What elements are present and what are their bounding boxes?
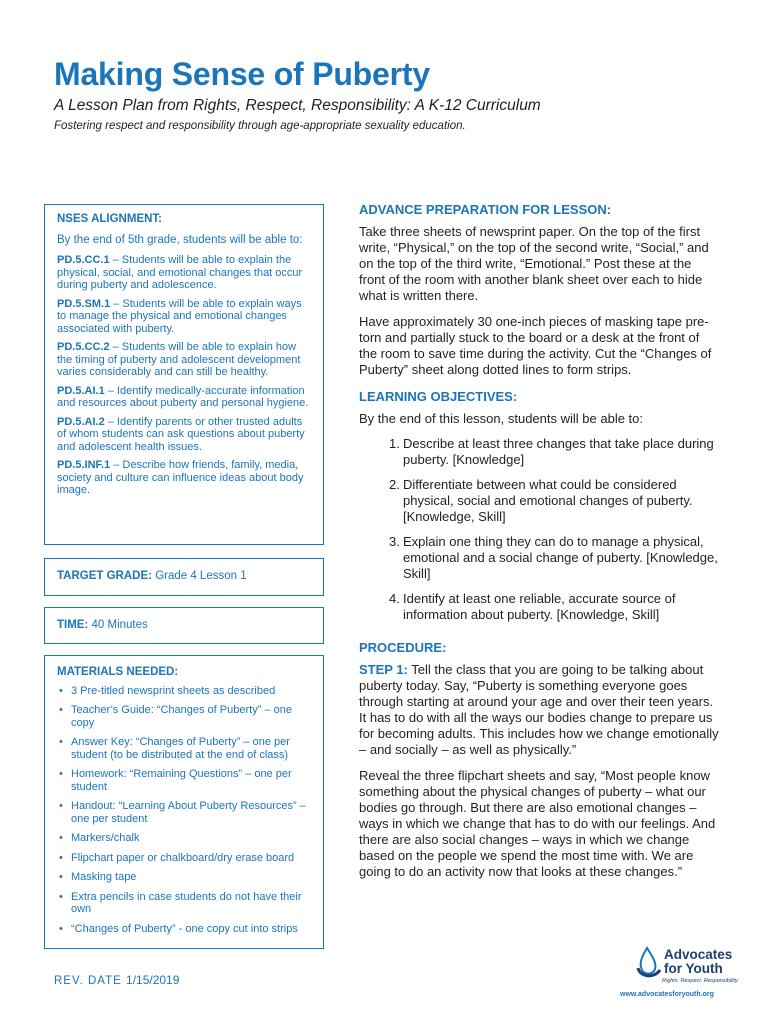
nses-label: NSES ALIGNMENT: (57, 213, 162, 225)
logo-text (664, 948, 732, 976)
objective-text: Describe at least three changes that take place during puberty. [Knowledge] (403, 436, 714, 467)
target-grade-value: Grade 4 Lesson 1 (155, 570, 247, 582)
rev-date-value: 1/15/2019 (126, 973, 180, 987)
materials-label: MATERIALS NEEDED: (57, 666, 179, 678)
step-1-label: STEP 1: (359, 662, 408, 677)
standard-code: PD.5.CC.2 (57, 341, 110, 353)
standard-text: – Identify medically-accurate information and resources about puberty and personal hygiene. (57, 384, 309, 409)
objective-item (359, 534, 719, 582)
nses-alignment-box (44, 204, 324, 545)
time-value: 40 Minutes (91, 619, 148, 631)
advance-prep-heading: ADVANCE PREPARATION FOR LESSON: (359, 202, 612, 217)
materials-list (57, 685, 311, 936)
objective-text: Differentiate between what could be considered physical, social and emotional changes of puberty. [Knowledge, Skill] (403, 477, 693, 524)
standard-code: PD.5.CC.1 (57, 254, 110, 266)
procedure-section (359, 640, 719, 890)
material-item: • Homework: “Remaining Questions” – one per student (57, 768, 311, 793)
objective-item (359, 477, 719, 525)
objective-number: 2. (389, 477, 400, 492)
objectives-heading: LEARNING OBJECTIVES: (359, 389, 518, 404)
nses-standard (57, 416, 311, 454)
standard-text: – Describe how friends, family, media, society and culture can influence ideas about body image. (57, 459, 304, 496)
material-item: • Handout: “Learning About Puberty Resources” – one per student (57, 800, 311, 825)
material-item: • Extra pencils in case students do not have their own (57, 891, 311, 916)
advance-prep-paragraph: Have approximately 30 one-inch pieces of masking tape pre-torn and partially stuck to the board or a desk at the front of the room to save time during the activity. Cut the “Changes of Puberty” sheet along dotted lines to form strips. (359, 314, 712, 377)
logo-line-2: for Youth (664, 961, 723, 976)
objectives-list (359, 436, 719, 623)
advocates-for-youth-logo (620, 946, 742, 1006)
material-item: • Teacher’s Guide: “Changes of Puberty” – one copy (57, 704, 311, 729)
objective-item (359, 591, 719, 623)
nses-standard (57, 459, 311, 497)
standard-text: – Students will be able to explain ways to manage the physical and emotional changes associated with puberty. (57, 297, 302, 335)
objective-number: 1. (389, 436, 400, 451)
standard-text: – Students will be able to explain the physical, social, and emotional changes that occur during puberty and adolescence. (57, 254, 303, 291)
time-label: TIME: (57, 619, 89, 631)
standard-code: PD.5.AI.1 (57, 384, 105, 397)
material-item: • Masking tape (57, 871, 311, 884)
objective-item (359, 436, 719, 468)
website-link[interactable]: www.advocatesforyouth.org (620, 991, 714, 998)
procedure-paragraph: Reveal the three flipchart sheets and say, “Most people know something about the physical changes of puberty – what our bodies go through. But there are also emotional changes – ways in which we change that has to do with our feelings. And there are also social changes – ways in which we change based on the people we spend the most time with. We are going to do an activity now that looks at these changes.” (359, 768, 716, 879)
objective-text: Explain one thing they can do to manage a physical, emotional and a social change of puberty. [Knowledge, Skill] (403, 534, 718, 581)
page-subtitle: A Lesson Plan from Rights, Respect, Responsibility: A K-12 Curriculum (54, 97, 541, 114)
procedure-step-1 (359, 662, 719, 758)
page-tagline: Fostering respect and responsibility through age-appropriate sexuality education. (54, 120, 466, 132)
standard-text: – Identify parents or other trusted adults of whom students can ask questions about puberty and adolescent health issues. (57, 415, 305, 453)
step-1-text: Tell the class that you are going to be talking about puberty today. Say, “Puberty is something everyone goes through starting at around your age and over their teen years. It has to do with all the ways our bodies change to prepare us for becoming adults. This includes how we change emotionally – and socially – as well as physically.” (359, 662, 719, 757)
material-item: • Answer Key: “Changes of Puberty” – one per student (to be distributed at the end of class) (57, 736, 311, 761)
time-box (44, 607, 324, 644)
standard-text: – Students will be able to explain how the timing of puberty and adolescent development varies considerably and can still be healthy. (57, 341, 301, 378)
advance-prep-section (359, 202, 719, 388)
nses-standard (57, 385, 311, 410)
nses-standard (57, 341, 311, 379)
material-item: • “Changes of Puberty” - one copy cut into strips (57, 923, 311, 936)
nses-intro: By the end of 5th grade, students will be able to: (57, 233, 303, 246)
nses-standard (57, 298, 311, 336)
material-item: • 3 Pre-titled newsprint sheets as described (57, 685, 311, 698)
material-item: • Markers/chalk (57, 832, 311, 845)
procedure-heading: PROCEDURE: (359, 640, 447, 655)
logo-drop-icon (634, 946, 664, 980)
objective-text: Identify at least one reliable, accurate source of information about puberty. [Knowledge, Skill] (403, 591, 676, 622)
standard-code: PD.5.INF.1 (57, 459, 111, 471)
target-grade-box (44, 558, 324, 596)
logo-slogan: Rights. Respect. Responsibility. (662, 978, 739, 984)
standard-code: PD.5.SM.1 (57, 297, 111, 310)
rev-label: REV. DATE (54, 975, 122, 987)
material-item: • Flipchart paper or chalkboard/dry erase board (57, 852, 311, 865)
objectives-section (359, 389, 719, 632)
materials-box (44, 655, 324, 949)
target-grade-label: TARGET GRADE: (57, 570, 152, 582)
advance-prep-paragraph: Take three sheets of newsprint paper. On the top of the first write, “Physical,” on the top of the second write, “Social,” and on the top of the third write, “Emotional.” Post these at the front of the room with another blank sheet over each to hide what is written there. (359, 224, 709, 303)
objectives-intro: By the end of this lesson, students will be able to: (359, 411, 644, 426)
revision-date (54, 973, 179, 987)
objective-number: 4. (389, 591, 400, 606)
standard-code: PD.5.AI.2 (57, 415, 105, 428)
objective-number: 3. (389, 534, 400, 549)
page-title: Making Sense of Puberty (54, 56, 430, 92)
nses-standard (57, 254, 311, 292)
logo-line-1: Advocates (664, 947, 733, 962)
